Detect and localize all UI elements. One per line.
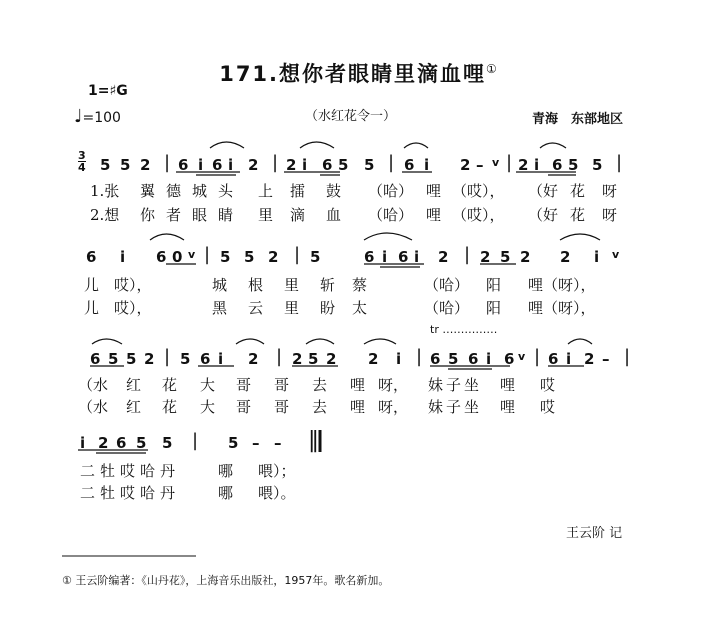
lyrics-row-5: （水 红 花 大 哥 哥 去 哩 呀， 妹 子 坐 哩 哎 <box>78 376 556 394</box>
lyrics-row-7: 二 牡 哎 哈 丹 哪 喂）； <box>80 462 296 480</box>
footnote: ① 王云阶编著：《山丹花》，上海音乐出版社，1957年。歌名新加。 <box>62 574 390 587</box>
lyrics-row-4: 儿 哎）， 黑 云 里 盼 太 （哈） 阳 哩（呀）， <box>84 299 596 317</box>
lyrics-row-8: 二 牡 哎 哈 丹 哪 喂）。 <box>80 484 296 502</box>
lyrics-row-1: 1.张 翼 德 城 头 上 擂 鼓 （哈） 哩 （哎）， （好 花 呀 <box>90 182 618 200</box>
trill-mark: tr …………… <box>430 323 498 336</box>
time-signature: 3 4 <box>78 149 86 174</box>
page-title: 171.想你者眼睛里滴血哩① <box>219 62 499 86</box>
notation-row-4: i 2 6 5 5 | 5 – – ‖ <box>80 428 319 453</box>
lyrics-row-3: 儿 哎）， 城 根 里 斩 蔡 （哈） 阳 哩（呀）， <box>84 276 596 294</box>
region-label: 青海 东部地区 <box>532 112 624 127</box>
lyrics-row-2: 2.想 你 者 眼 睛 里 滴 血 （哈） 哩 （哎）， （好 花 呀 <box>90 206 618 224</box>
notation-row-1: 3 4 5 5 2 | 6 i 6 i 2 | 2 i 6 5 5 | 6 i 2 – v | 2 i 6 5 5 | <box>78 149 623 174</box>
key-signature: 1=♯G <box>88 83 128 99</box>
notation-row-3: 6 5 5 2 | 5 6 i 2 | 2 5 2 2 i | 6 5 6 i 6 v | 6 i 2 – | <box>90 346 631 368</box>
subtitle: （水红花令一） <box>305 109 397 124</box>
tempo-marking: ♩=100 <box>74 106 121 127</box>
lyrics-row-6: （水 红 花 大 哥 哥 去 哩 呀， 妹 子 坐 哩 哎 <box>78 398 556 416</box>
notation-row-2: 6 i 6 0 v | 5 5 2 | 5 6 i 6 i 2 | 2 5 2 2 i v <box>86 244 620 266</box>
composer-credit: 王云阶 记 <box>566 526 623 541</box>
